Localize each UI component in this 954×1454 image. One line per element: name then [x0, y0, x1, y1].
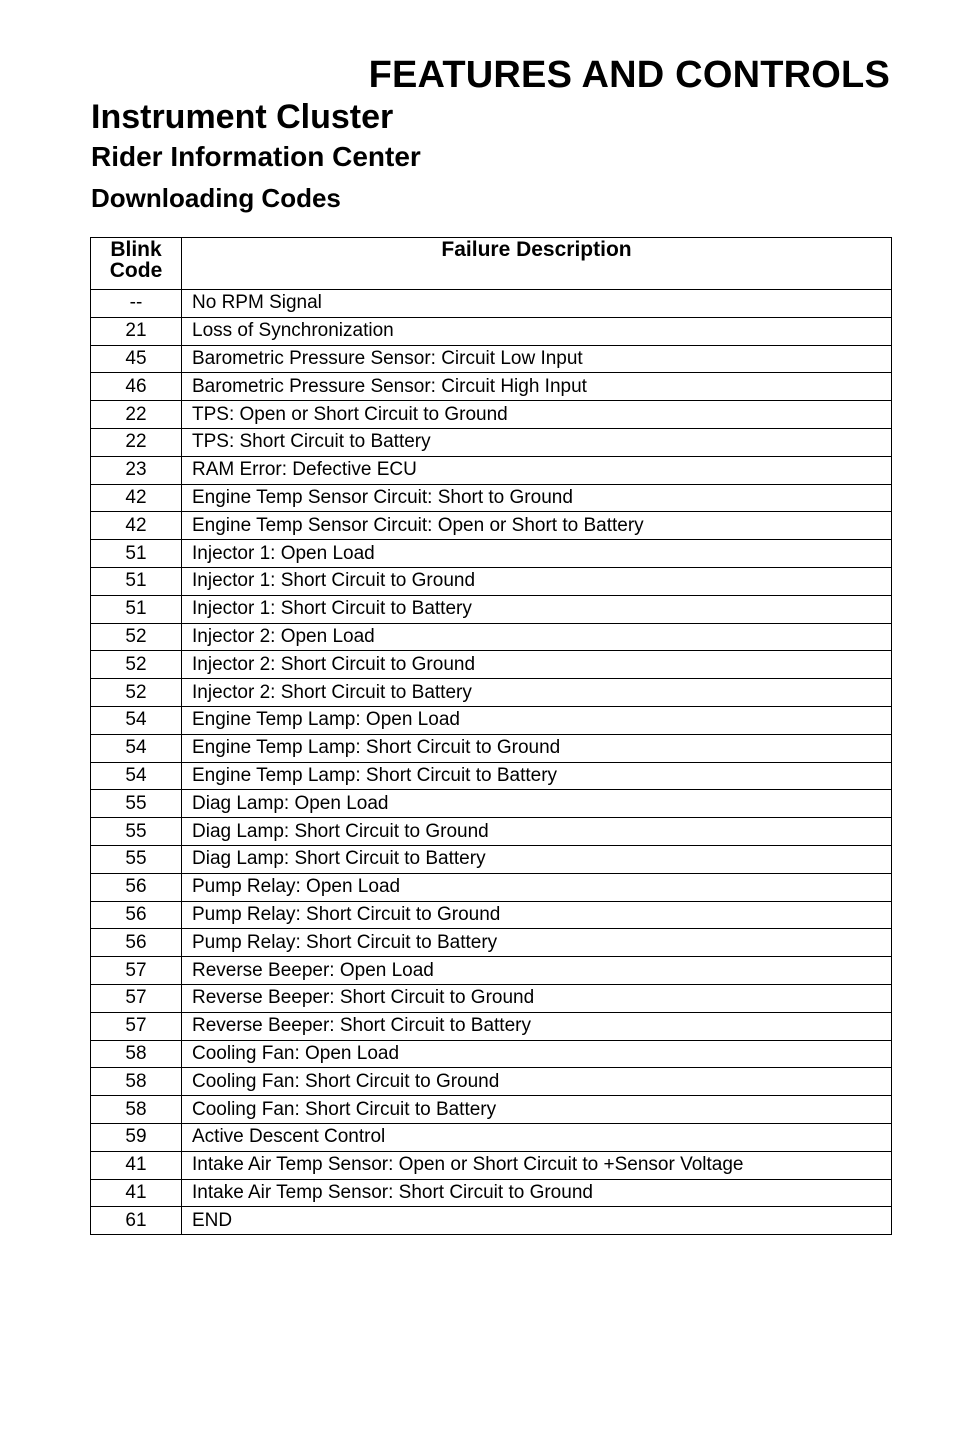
failure-description-cell: TPS: Short Circuit to Battery: [182, 428, 892, 456]
blink-code-cell: 56: [91, 901, 182, 929]
failure-description-cell: Cooling Fan: Short Circuit to Ground: [182, 1068, 892, 1096]
failure-description-cell: Barometric Pressure Sensor: Circuit High Input: [182, 373, 892, 401]
subheading: Rider Information Center: [91, 141, 421, 172]
blink-code-cell: 51: [91, 595, 182, 623]
table-row: [91, 373, 892, 401]
table-row: [91, 1096, 892, 1124]
blink-code-cell: 23: [91, 456, 182, 484]
table-row: [91, 623, 892, 651]
blink-code-cell: 42: [91, 512, 182, 540]
failure-description-cell: END: [182, 1207, 892, 1235]
column-header-failure-description: Failure Description: [182, 238, 892, 290]
failure-description-cell: Injector 1: Short Circuit to Ground: [182, 567, 892, 595]
table-row: [91, 1068, 892, 1096]
blink-code-cell: 22: [91, 401, 182, 429]
section-header: FEATURES AND CONTROLS: [368, 54, 890, 96]
blink-code-cell: 41: [91, 1151, 182, 1179]
blink-code-cell: 51: [91, 567, 182, 595]
table-row: [91, 428, 892, 456]
table-body: [91, 290, 892, 1235]
blink-code-cell: 56: [91, 929, 182, 957]
failure-description-cell: RAM Error: Defective ECU: [182, 456, 892, 484]
failure-description-cell: Engine Temp Sensor Circuit: Short to Ground: [182, 484, 892, 512]
failure-description-cell: Engine Temp Sensor Circuit: Open or Short to Battery: [182, 512, 892, 540]
table-row: [91, 706, 892, 734]
blink-code-cell: 59: [91, 1123, 182, 1151]
table-header-row: [91, 238, 892, 290]
blink-code-cell: 57: [91, 1012, 182, 1040]
table-row: [91, 1040, 892, 1068]
table-row: [91, 873, 892, 901]
table-row: [91, 818, 892, 846]
table-row: [91, 762, 892, 790]
blink-code-cell: 55: [91, 790, 182, 818]
table-row: [91, 595, 892, 623]
table-header: [91, 238, 892, 290]
table-row: [91, 957, 892, 985]
section-title: Downloading Codes: [91, 183, 341, 213]
blink-code-cell: 57: [91, 957, 182, 985]
table-row: [91, 984, 892, 1012]
failure-description-cell: TPS: Open or Short Circuit to Ground: [182, 401, 892, 429]
failure-description-cell: Injector 1: Short Circuit to Battery: [182, 595, 892, 623]
blink-code-cell: 58: [91, 1096, 182, 1124]
table-row: [91, 456, 892, 484]
failure-description-cell: Injector 2: Open Load: [182, 623, 892, 651]
blink-code-cell: 52: [91, 623, 182, 651]
table-row: [91, 1012, 892, 1040]
failure-description-cell: Active Descent Control: [182, 1123, 892, 1151]
blink-code-cell: 21: [91, 317, 182, 345]
blink-code-cell: 54: [91, 762, 182, 790]
failure-description-cell: Injector 1: Open Load: [182, 540, 892, 568]
blink-code-cell: 55: [91, 845, 182, 873]
table-row: [91, 929, 892, 957]
blink-code-cell: 54: [91, 734, 182, 762]
blink-code-cell: 22: [91, 428, 182, 456]
table-row: [91, 290, 892, 318]
blink-code-cell: 46: [91, 373, 182, 401]
failure-description-cell: Intake Air Temp Sensor: Open or Short Circuit to +Sensor Voltage: [182, 1151, 892, 1179]
blink-code-cell: 58: [91, 1068, 182, 1096]
failure-description-cell: Injector 2: Short Circuit to Ground: [182, 651, 892, 679]
column-header-blink-code: [91, 238, 182, 290]
blink-code-cell: 51: [91, 540, 182, 568]
table-row: [91, 1151, 892, 1179]
failure-description-cell: Reverse Beeper: Short Circuit to Battery: [182, 1012, 892, 1040]
table-row: [91, 567, 892, 595]
failure-description-cell: Reverse Beeper: Short Circuit to Ground: [182, 984, 892, 1012]
table-row: [91, 1179, 892, 1207]
failure-description-cell: Barometric Pressure Sensor: Circuit Low Input: [182, 345, 892, 373]
failure-description-cell: Pump Relay: Short Circuit to Ground: [182, 901, 892, 929]
column-header-blink-code-line1: Blink: [110, 238, 162, 261]
blink-code-cell: 45: [91, 345, 182, 373]
table-row: [91, 401, 892, 429]
blink-code-table: [90, 237, 892, 1235]
table-row: [91, 679, 892, 707]
blink-code-cell: 56: [91, 873, 182, 901]
failure-description-cell: Cooling Fan: Open Load: [182, 1040, 892, 1068]
failure-description-cell: Loss of Synchronization: [182, 317, 892, 345]
table-row: [91, 901, 892, 929]
failure-description-cell: Reverse Beeper: Open Load: [182, 957, 892, 985]
blink-code-cell: --: [91, 290, 182, 318]
failure-description-cell: Pump Relay: Open Load: [182, 873, 892, 901]
failure-description-cell: Diag Lamp: Short Circuit to Ground: [182, 818, 892, 846]
blink-code-cell: 55: [91, 818, 182, 846]
failure-description-cell: Injector 2: Short Circuit to Battery: [182, 679, 892, 707]
failure-description-cell: Intake Air Temp Sensor: Short Circuit to Ground: [182, 1179, 892, 1207]
table-row: [91, 845, 892, 873]
table-row: [91, 790, 892, 818]
failure-description-cell: No RPM Signal: [182, 290, 892, 318]
blink-code-cell: 61: [91, 1207, 182, 1235]
blink-code-cell: 52: [91, 651, 182, 679]
column-header-blink-code-line2: Code: [109, 259, 163, 282]
table-row: [91, 651, 892, 679]
blink-code-cell: 57: [91, 984, 182, 1012]
table-row: [91, 1207, 892, 1235]
failure-description-cell: Diag Lamp: Open Load: [182, 790, 892, 818]
table-row: [91, 1123, 892, 1151]
table-row: [91, 512, 892, 540]
table-row: [91, 317, 892, 345]
failure-description-cell: Engine Temp Lamp: Open Load: [182, 706, 892, 734]
failure-description-cell: Cooling Fan: Short Circuit to Battery: [182, 1096, 892, 1124]
blink-code-cell: 41: [91, 1179, 182, 1207]
table-row: [91, 540, 892, 568]
failure-description-cell: Engine Temp Lamp: Short Circuit to Battery: [182, 762, 892, 790]
failure-description-cell: Diag Lamp: Short Circuit to Battery: [182, 845, 892, 873]
failure-description-cell: Pump Relay: Short Circuit to Battery: [182, 929, 892, 957]
page-title: Instrument Cluster: [91, 98, 394, 136]
blink-code-cell: 42: [91, 484, 182, 512]
blink-code-cell: 52: [91, 679, 182, 707]
table-row: [91, 734, 892, 762]
blink-code-cell: 54: [91, 706, 182, 734]
blink-code-cell: 58: [91, 1040, 182, 1068]
table-row: [91, 484, 892, 512]
failure-description-cell: Engine Temp Lamp: Short Circuit to Ground: [182, 734, 892, 762]
table-row: [91, 345, 892, 373]
